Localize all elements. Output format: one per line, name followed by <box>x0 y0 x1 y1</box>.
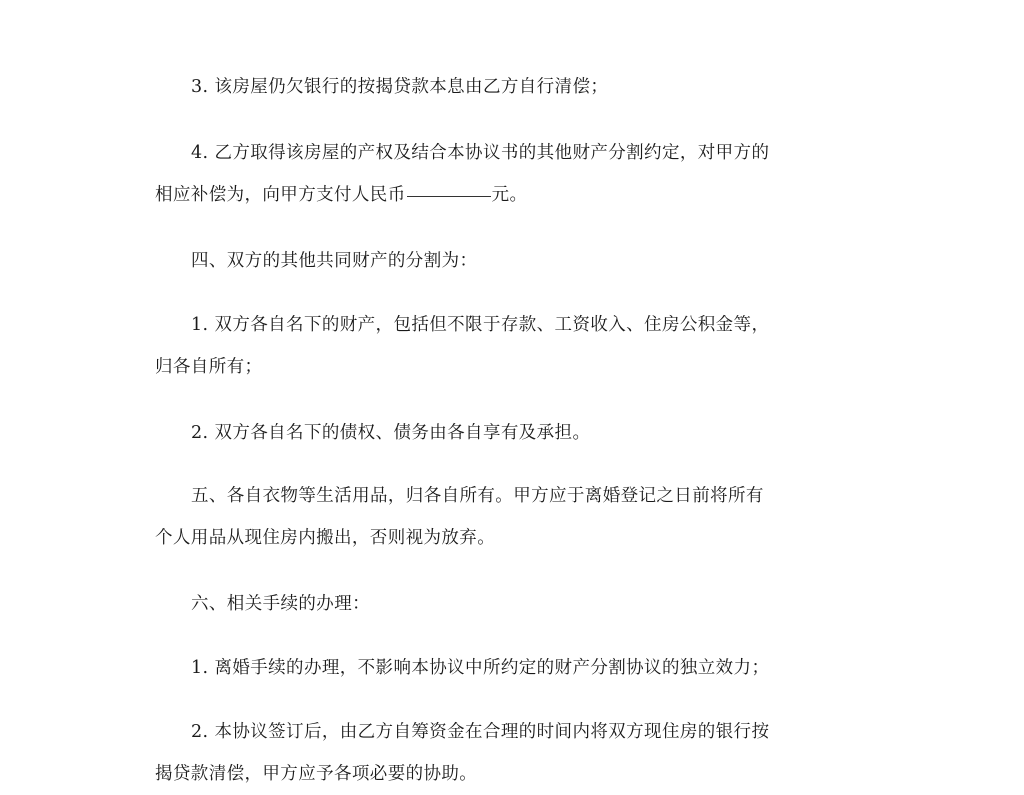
clause-line: 4. 乙方取得该房屋的产权及结合本协议书的其他财产分割约定，对甲方的 <box>191 143 770 163</box>
clause-s6-item1 <box>155 647 885 689</box>
clause-s4-item2 <box>155 412 885 454</box>
clause-line: 1. 双方各自名下的财产，包括但不限于存款、工资收入、住房公积金等， <box>191 315 770 335</box>
section-heading-6 <box>155 583 885 625</box>
clause-s6-item2 <box>155 711 885 795</box>
clause-line: 归各自所有； <box>155 357 263 377</box>
clause-line: 五、各自衣物等生活用品，归各自所有。甲方应于离婚登记之日前将所有 <box>191 486 764 506</box>
clause-house-3 <box>155 66 885 108</box>
section-heading: 六、相关手续的办理： <box>191 594 370 614</box>
section-heading-5 <box>155 475 885 559</box>
amount-blank <box>407 195 491 197</box>
clause-line: 揭贷款清偿，甲方应予各项必要的协助。 <box>155 764 478 784</box>
clause-line: 2. 双方各自名下的债权、债务由各自享有及承担。 <box>191 423 591 443</box>
clause-text: 相应补偿为，向甲方支付人民币 <box>155 185 406 205</box>
clause-line-with-blank <box>155 174 885 216</box>
clause-line: 3. 该房屋仍欠银行的按揭贷款本息由乙方自行清偿； <box>191 77 609 97</box>
clause-line: 2. 本协议签订后，由乙方自筹资金在合理的时间内将双方现住房的银行按 <box>191 722 770 742</box>
section-heading-4 <box>155 240 885 282</box>
clause-line: 个人用品从现住房内搬出，否则视为放弃。 <box>155 528 496 548</box>
clause-line: 1. 离婚手续的办理，不影响本协议中所约定的财产分割协议的独立效力； <box>191 658 770 678</box>
section-heading: 四、双方的其他共同财产的分割为： <box>191 251 478 271</box>
clause-s4-item1 <box>155 304 885 388</box>
clause-house-4 <box>155 132 885 216</box>
clause-text: 元。 <box>491 185 528 205</box>
